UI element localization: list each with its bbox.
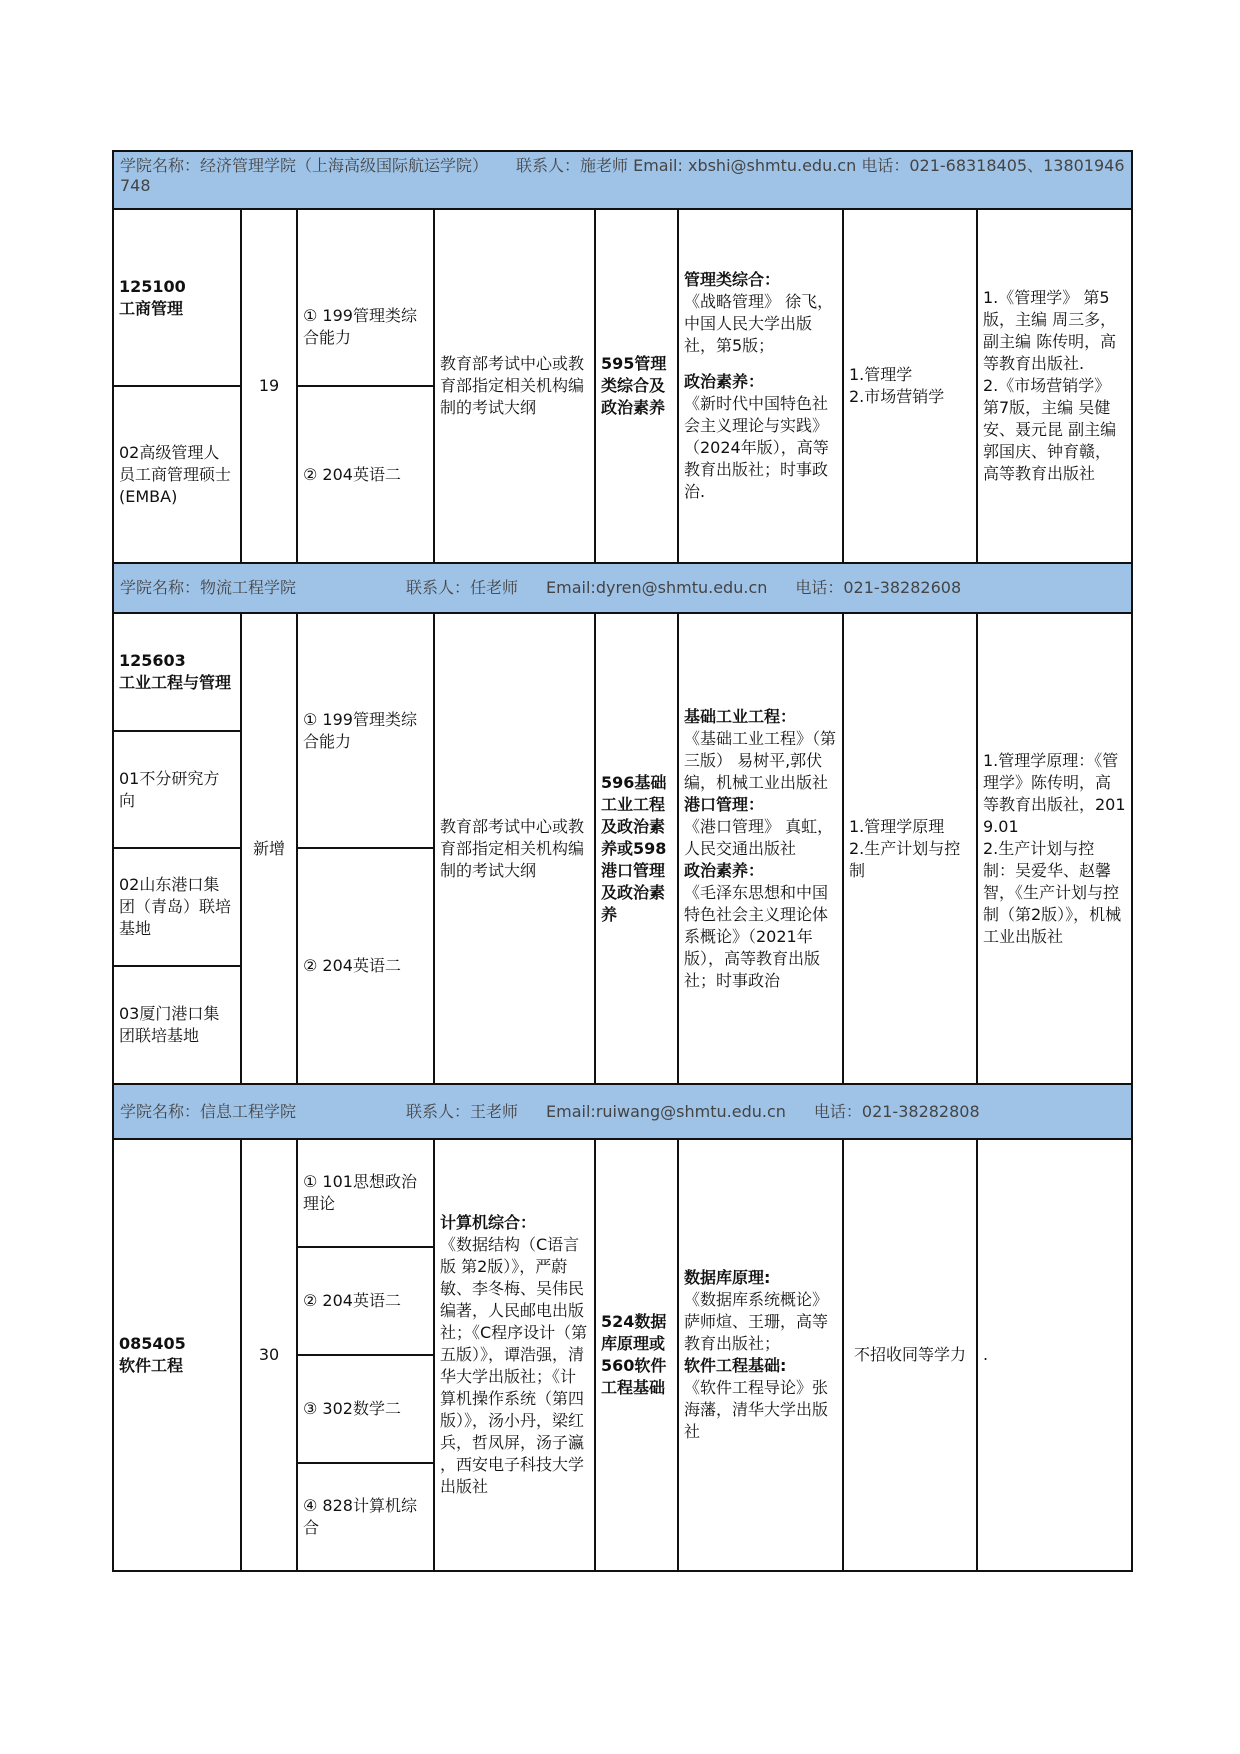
subject-item: 1.管理学 bbox=[849, 365, 913, 384]
book-text: 《港口管理》 真虹，人民交通出版社 bbox=[684, 816, 834, 858]
quota: 30 bbox=[241, 1139, 297, 1571]
major-cell bbox=[113, 209, 241, 386]
college-contact: 联系人：任老师 bbox=[406, 578, 519, 597]
direction: 02高级管理人员工商管理硕士(EMBA) bbox=[113, 386, 241, 563]
retest-subject: 524数据库原理或560软件工程基础 bbox=[595, 1139, 678, 1571]
book-title: 基础工业工程： bbox=[684, 706, 797, 726]
major-name: 工业工程与管理 bbox=[119, 673, 232, 692]
college-contact: 联系人：施老师 Email: xbshi@shmtu.edu.cn 电话：021-68318405、13801946748 bbox=[120, 156, 1125, 195]
retest-subject: 596基础工业工程及政治素养或598港口管理及政治素养 bbox=[595, 613, 678, 1084]
book-title: 政治素养： bbox=[684, 372, 765, 391]
book-item: 1.管理学原理：《管理学》陈传明，高等教育出版社，2019.01 bbox=[983, 750, 1126, 836]
major-code: 085405 bbox=[119, 1334, 186, 1353]
college-name: 学院名称：物流工程学院 bbox=[120, 578, 297, 597]
major-cell bbox=[113, 1139, 241, 1571]
book-item: 1.《管理学》 第5版，主编 周三多，副主编 陈传明，高等教育出版社. bbox=[983, 288, 1117, 373]
college-email: Email:dyren@shmtu.edu.cn bbox=[546, 578, 768, 597]
major-code: 125603 bbox=[119, 651, 186, 670]
tongdeng-books: . bbox=[977, 1139, 1132, 1571]
major-name: 工商管理 bbox=[119, 298, 184, 318]
subject-item: 2.生产计划与控制 bbox=[849, 838, 961, 880]
syllabus-text: 《数据结构（C语言版 第2版）》，严蔚敏、李冬梅、吴伟民 编著，人民邮电出版社；《C程序设计（第五版）》，谭浩强，清华大学出版社；《计算机操作系统（第四版）》，汤小丹，梁红兵，哲凤屏，汤子瀛 ，西安电子科技大学出版社 bbox=[440, 1235, 588, 1496]
admissions-table bbox=[112, 150, 1133, 1572]
syllabus-title: 计算机综合： bbox=[440, 1213, 537, 1232]
quota: 新增 bbox=[241, 613, 297, 1084]
book-text: 《基础工业工程》（第三版） 易树平,郭伏编，机械工业出版社 bbox=[684, 728, 837, 792]
exam-subject: ② 204英语二 bbox=[297, 848, 434, 1084]
exam-subject: ① 199管理类综合能力 bbox=[297, 209, 434, 386]
exam-syllabus: 教育部考试中心或教育部指定相关机构编制的考试大纲 bbox=[434, 613, 595, 1084]
book-item: 2.生产计划与控制：吴爱华、赵馨智，《生产计划与控制（第2版）》，机械工业出版社 bbox=[983, 838, 1122, 946]
retest-books bbox=[678, 613, 843, 1084]
book-title: 政治素养： bbox=[684, 860, 765, 880]
exam-subject: ② 204英语二 bbox=[297, 386, 434, 563]
subject-item: 1.管理学原理 bbox=[849, 816, 945, 836]
book-item: 2.《市场营销学》第7版，主编 吴健安、聂元昆 副主编 郭国庆、钟育赣，高等教育出版社 bbox=[983, 376, 1117, 483]
college-name: 学院名称：信息工程学院 bbox=[120, 1101, 297, 1121]
college-name: 学院名称：经济管理学院（上海高级国际航运学院） bbox=[120, 156, 489, 175]
book-text: 《新时代中国特色社会主义理论与实践》（2024年版），高等教育出版社；时事政治. bbox=[684, 394, 829, 501]
college-header bbox=[113, 1084, 1132, 1139]
exam-syllabus: 教育部考试中心或教育部指定相关机构编制的考试大纲 bbox=[434, 209, 595, 563]
direction: 01不分研究方向 bbox=[113, 731, 241, 848]
exam-subject: ① 101思想政治理论 bbox=[297, 1139, 434, 1247]
college-header bbox=[113, 563, 1132, 613]
exam-subject: ④ 828计算机综合 bbox=[297, 1463, 434, 1571]
exam-subject: ② 204英语二 bbox=[297, 1247, 434, 1355]
retest-books bbox=[678, 1139, 843, 1571]
major-cell bbox=[113, 613, 241, 731]
book-title: 数据库原理: bbox=[684, 1268, 771, 1287]
direction: 02山东港口集团（青岛）联培基地 bbox=[113, 848, 241, 966]
tongdeng-subjects bbox=[843, 209, 977, 563]
book-title: 管理类综合： bbox=[684, 270, 781, 289]
book-text: 《毛泽东思想和中国特色社会主义理论体系概论》（2021年版），高等教育出版社；时事政治 bbox=[684, 882, 829, 990]
exam-subject: ① 199管理类综合能力 bbox=[297, 613, 434, 848]
subject-item: 2.市场营销学 bbox=[849, 387, 945, 406]
college-phone: 电话：021-38282608 bbox=[795, 578, 962, 597]
tongdeng-books bbox=[977, 613, 1132, 1084]
book-title: 软件工程基础: bbox=[684, 1356, 787, 1375]
quota: 19 bbox=[241, 209, 297, 563]
college-contact: 联系人：王老师 bbox=[406, 1101, 519, 1121]
book-text: 《数据库系统概论》萨师煊、王珊，高等教育出版社； bbox=[684, 1290, 829, 1353]
college-email: Email:ruiwang@shmtu.edu.cn bbox=[546, 1101, 786, 1121]
tongdeng-subjects bbox=[843, 613, 977, 1084]
direction: 03厦门港口集团联培基地 bbox=[113, 966, 241, 1084]
major-code: 125100 bbox=[119, 276, 186, 296]
college-header bbox=[113, 151, 1132, 209]
tongdeng-books bbox=[977, 209, 1132, 563]
book-text: 《战略管理》 徐飞，中国人民大学出版社，第5版； bbox=[684, 292, 834, 355]
retest-books bbox=[678, 209, 843, 563]
book-text: 《软件工程导论》张海藩，清华大学出版社 bbox=[684, 1378, 829, 1441]
exam-syllabus bbox=[434, 1139, 595, 1571]
major-name: 软件工程 bbox=[119, 1356, 184, 1375]
college-phone: 电话：021-38282808 bbox=[813, 1101, 980, 1121]
tongdeng-subjects: 不招收同等学力 bbox=[843, 1139, 977, 1571]
book-title: 港口管理： bbox=[684, 794, 765, 814]
retest-subject: 595管理类综合及政治素养 bbox=[595, 209, 678, 563]
exam-subject: ③ 302数学二 bbox=[297, 1355, 434, 1463]
